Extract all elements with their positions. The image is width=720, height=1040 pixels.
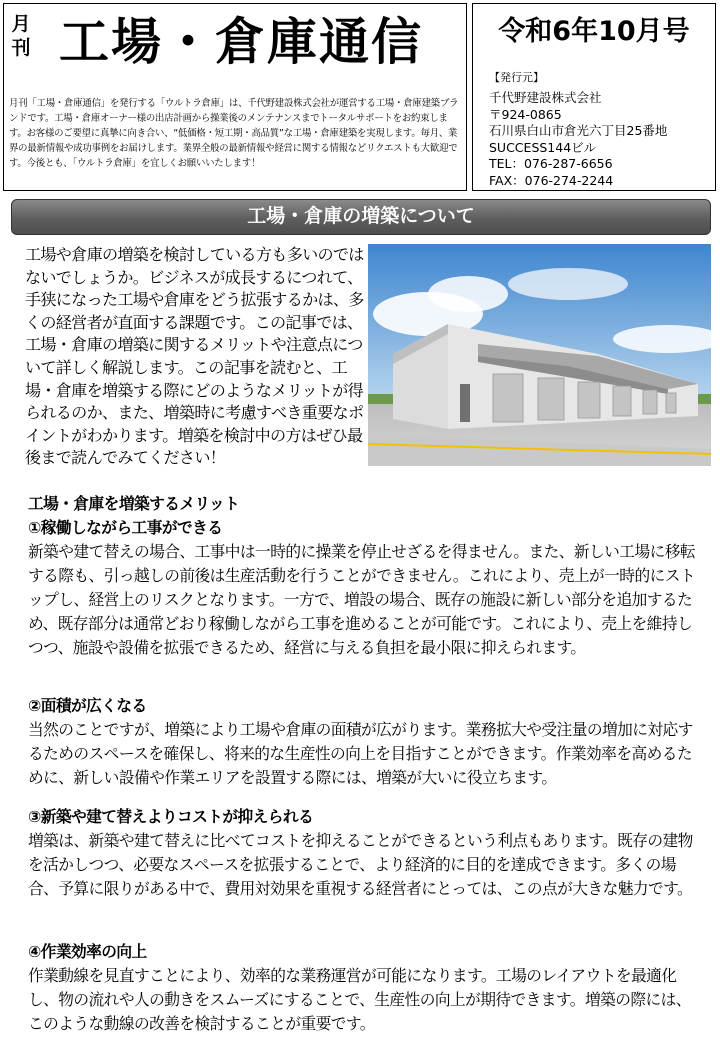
publisher-address: 石川県白山市倉光六丁目25番地 bbox=[489, 123, 668, 138]
merit-heading: ①稼働しながら工事ができる bbox=[28, 518, 223, 537]
newsletter-title: 工場・倉庫通信 bbox=[59, 13, 423, 71]
issue-date: 令和6年10月号 bbox=[498, 16, 690, 47]
publisher-label: 【発行元】 bbox=[489, 71, 544, 84]
publisher-postal-code: 〒924-0865 bbox=[489, 106, 562, 122]
publisher-building: SUCCESS144ビル bbox=[489, 139, 597, 155]
merit-text: 新築や建て替えの場合、工事中は一時的に操業を停止せざるを得ません。また、新しい工場に移転する際も、引っ越しの前後は生産活動を行うことができません。これにより、売上が一時的にストップし、経営上のリスクとなります。一方で、増設の場合、既存の施設に新しい部分を追加するため、既存部分は通常どおり稼働しながら工事を進めることが可能です。これにより、売上を維持しつつ、施設や設備を拡張できるため、経営に与える負担を最小限に抑えられます。 bbox=[28, 542, 695, 657]
merit-text: 増築は、新築や建て替えに比べてコストを抑えることができるという利点もあります。既存の建物を活かしつつ、必要なスペースを拡張することで、より経済的に目的を達成できます。多くの場合、予算に限りがある中で、費用対効果を重視する経営者にとっては、この点が大きな魅力です。 bbox=[28, 831, 693, 898]
publisher-company: 千代野建設株式会社 bbox=[489, 90, 602, 105]
merits-heading: 工場・倉庫を増築するメリット bbox=[28, 494, 240, 513]
merit-text: 当然のことですが、増築により工場や倉庫の面積が広がります。業務拡大や受注量の増加に対応するためのスペースを確保し、将来的な生産性の向上を目指すことができます。作業効率を高めるために、新しい設備や作業エリアを設置する際には、増築が大いに役立ちます。 bbox=[28, 720, 693, 787]
merit-heading: ④作業効率の向上 bbox=[28, 942, 147, 961]
publisher-tel: TEL：076-287-6656 bbox=[489, 156, 613, 171]
merits-block bbox=[28, 492, 698, 660]
warehouse-photo bbox=[368, 244, 711, 466]
merit-block bbox=[28, 805, 698, 901]
merit-heading: ②面積が広くなる bbox=[28, 696, 147, 715]
merit-heading: ③新築や建て替えよりコストが抑えられる bbox=[28, 807, 314, 826]
masthead bbox=[3, 3, 467, 191]
merit-block bbox=[28, 940, 698, 1036]
monthly-label: 月刊 bbox=[11, 13, 31, 59]
publisher-fax: FAX：076-274-2244 bbox=[489, 172, 614, 188]
lead-paragraph: 工場や倉庫の増築を検討している方も多いのではないでしょうか。ビジネスが成長するにつれて、手狭になった工場や倉庫をどう拡張するかは、多くの経営者が直面する課題です。この記事では、工場・倉庫の増築に関するメリットや注意点について詳しく解説します。この記事を読むと、工場・倉庫を増築する際にどのようなメリットが得られるのか、また、増築時に考慮すべき重要なポイントがわかります。増築を検討中の方はぜひ最後まで読んでみてください！ bbox=[25, 245, 364, 468]
section-title-banner: 工場・倉庫の増築について bbox=[11, 199, 711, 235]
intro-text: 月刊「工場・倉庫通信」を発行する「ウルトラ倉庫」は、千代野建設株式会社が運営する工場・倉庫建築ブランドです。工場・倉庫オーナー様の出店計画から操業後のメンテナンスまでトータルサポートをお約束します。お客様のご要望に真摯に向き合い、“低価格・短工期・高品質”な工場・倉庫建築を実現します。毎月、業界の最新情報や成功事例をお届けします。業界全般の最新情報や経営に関する情報などリクエストも大歓迎です。今後とも、「ウルトラ倉庫」を宜しくお願いいたします！ bbox=[9, 98, 459, 169]
publisher-info bbox=[489, 90, 667, 189]
merit-text: 作業動線を見直すことにより、効率的な業務運営が可能になります。工場のレイアウトを最適化し、物の流れや人の動きをスムーズにすることで、生産性の向上が期待できます。増築の際には、このような動線の改善を検討することが重要です。 bbox=[28, 966, 691, 1033]
issue-info-box bbox=[472, 3, 716, 191]
merit-block bbox=[28, 694, 698, 790]
